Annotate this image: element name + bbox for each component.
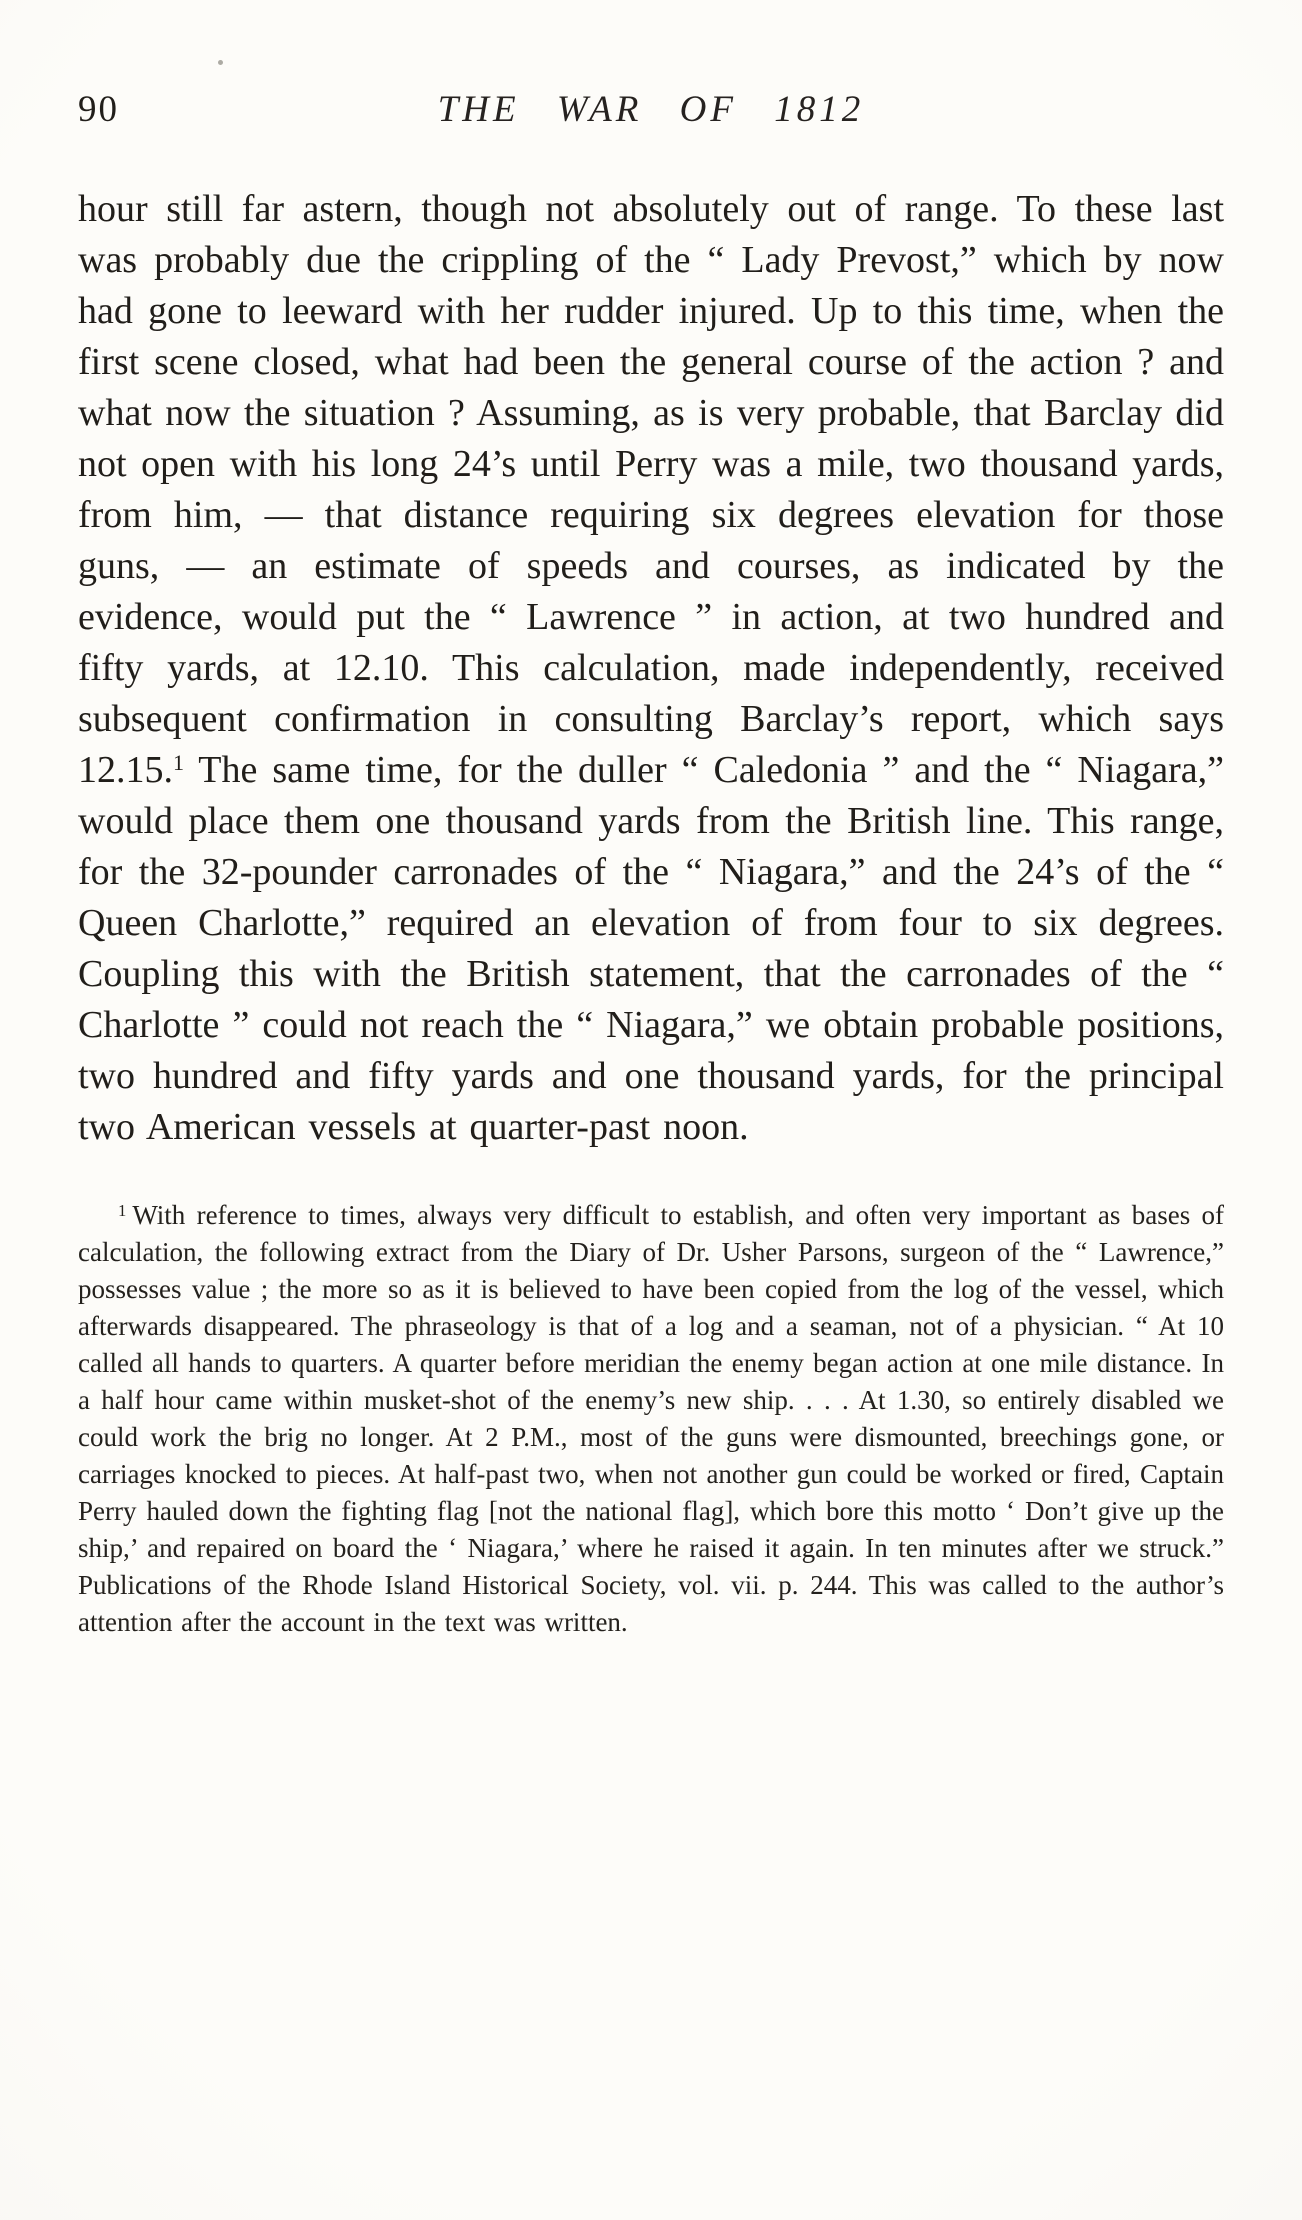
scan-artifact-dot [218,60,223,65]
footnote-text: With reference to times, always very difficult to establish, and often very important as bases of calculation, the following extract from the Diary of Dr. Usher Parsons, surgeon of the “ Lawrence,” possesses value ; the more so as it is believed to have been copied from the log of the vessel, which afterwards disappeared. The phraseology is that of a log and a seaman, not of a physician. “ At 10 called all hands to quarters. A quarter before meridian the enemy began action at one mile distance. In a half hour came within musket-shot of the enemy’s new ship. . . . At 1.30, so entirely disabled we could work the brig no longer. At 2 P.M., most of the guns were dismounted, breechings gone, or carriages knocked to pieces. At half-past two, when not another gun could be worked or fired, Captain Perry hauled down the fighting flag [not the national flag], which bore this motto ‘ Don’t give up the ship,’ and repaired on board the ‘ Niagara,’ where he raised it again. In ten minutes after we struck.” Publications of the Rhode Island Historical Society, vol. vii. p. 244. This was called to the author’s attention after the account in the text was written. [78,1200,1224,1637]
body-paragraph [78,184,1224,1153]
footnote-section [78,1197,1224,1641]
footnote-paragraph [78,1197,1224,1641]
footnote-marker: 1 [118,1200,127,1220]
footnote-reference: 1 [173,749,185,775]
page-header [78,88,1224,140]
body-text-part2: The same time, for the duller “ Caledonia ” and the “ Niagara,” would place them one thousand yards from the British line. This range, for the 32-pounder carronades of the “ Niagara,” and the 24’s of the “ Queen Charlotte,” required an elevation of from four to six degrees. Coupling this with the British statement, that the carronades of the “ Charlotte ” could not reach the “ Niagara,” we obtain probable positions, two hundred and fifty yards and one thousand yards, for the principal two American vessels at quarter-past noon. [78,749,1224,1148]
running-title: THE WAR OF 1812 [437,89,865,130]
body-text [78,184,1224,1153]
body-text-part1: hour still far astern, though not absolutely out of range. To these last was probably due the crippling of the “ Lady Prevost,” which by now had gone to leeward with her rudder injured. Up to this time, when the first scene closed, what had been the general course of the action ? and what now the situation ? Assuming, as is very probable, that Barclay did not open with his long 24’s until Perry was a mile, two thousand yards, from him, — that distance requiring six degrees elevation for those guns, — an estimate of speeds and courses, as indicated by the evidence, would put the “ Lawrence ” in action, at two hundred and fifty yards, at 12.10. This calculation, made independently, received subsequent confirmation in consulting Barclay’s report, which says 12.15. [78,188,1224,791]
page-number: 90 [78,89,119,130]
